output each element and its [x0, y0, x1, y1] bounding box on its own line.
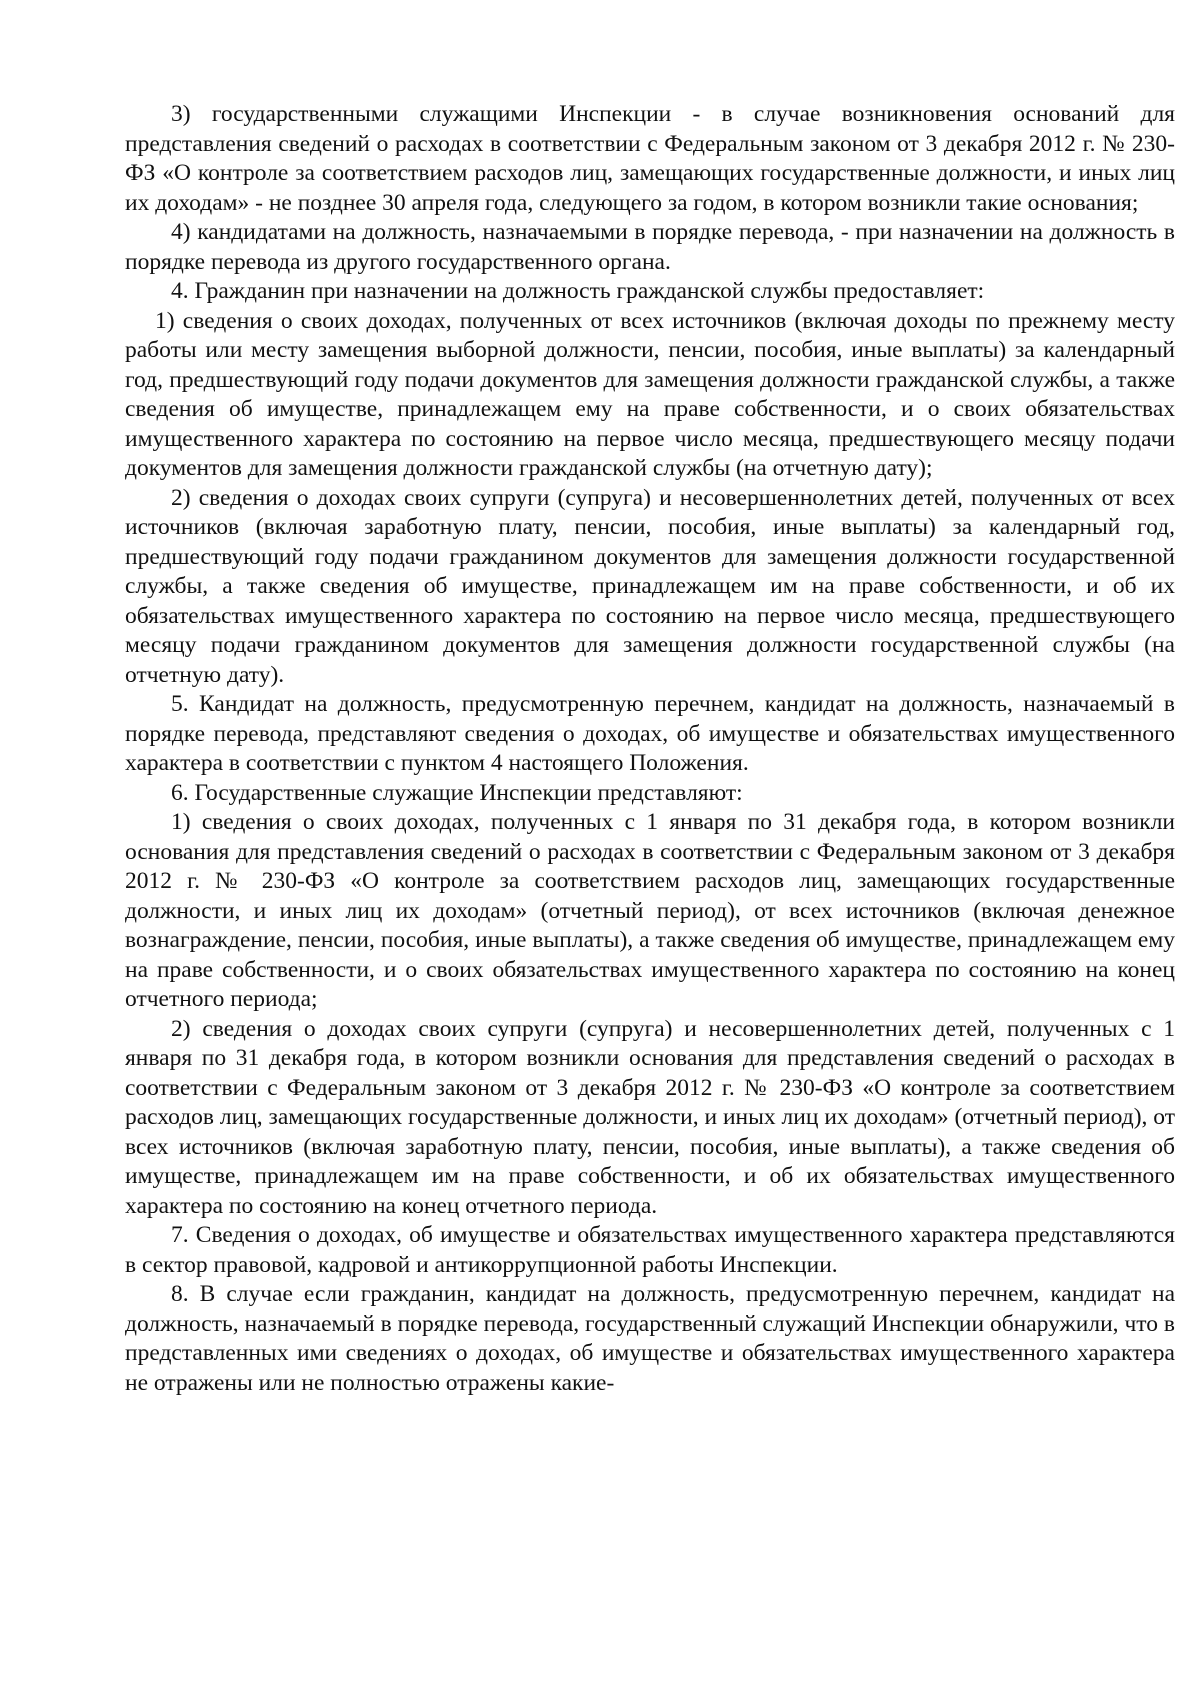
section-7: 7. Сведения о доходах, об имуществе и обязательствах имущественного характера представляются в сектор правовой, кадровой и антикоррупционной работы Инспекции.: [125, 1222, 1175, 1278]
section-8: 8. В случае если гражданин, кандидат на должность, предусмотренную перечнем, кандидат на должность, назначаемый в порядке перевода, государственный служащий Инспекции обнаружили, что в представленных ими сведениях о доходах, об имуществе и обязательствах имущественного характера не отражены или не полностью отражены какие-: [125, 1281, 1175, 1396]
paragraph-4-transfer-candidates: 4) кандидатами на должность, назначаемыми в порядке перевода, - при назначении на должность в порядке перевода из другого государственного органа.: [125, 219, 1175, 275]
section-4-heading: 4. Гражданин при назначении на должность гражданской службы предоставляет:: [171, 278, 985, 304]
paragraph-3-civil-servants: 3) государственными служащими Инспекции - в случае возникновения оснований для представления сведений о расходах в соответствии с Федеральным законом от 3 декабря 2012 г. № 230-ФЗ «О контроле за соответствием расходов лиц, замещающих государственные должности, и иных лиц их доходам» - не позднее 30 апреля года, следующего за годом, в котором возникли такие основания;: [125, 101, 1175, 216]
section-6-item-2: 2) сведения о доходах своих супруги (супруга) и несовершеннолетних детей, полученных с 1 января по 31 декабря года, в котором возникли основания для представления сведений о расходах в соответствии с Федеральным законом от 3 декабря 2012 г. № 230-ФЗ «О контроле за соответствием расходов лиц, замещающих государственные должности, и иных лиц их доходам» (отчетный период), от всех источников (включая заработную плату, пенсии, пособия, иные выплаты), а также сведения об имуществе, принадлежащем им на праве собственности, и об их обязательствах имущественного характера по состоянию на конец отчетного периода.: [125, 1015, 1175, 1219]
section-4-item-2: 2) сведения о доходах своих супруги (супруга) и несовершеннолетних детей, полученных от всех источников (включая заработную плату, пенсии, пособия, иные выплаты) за календарный год, предшествующий году подачи гражданином документов для замещения должности государственной службы, а также сведения об имуществе, принадлежащем им на праве собственности, и об их обязательствах имущественного характера по состоянию на первое число месяца, предшествующего месяцу подачи гражданином документов для замещения должности государственной службы (на отчетную дату).: [125, 484, 1175, 688]
section-6-item-1: 1) сведения о своих доходах, полученных с 1 января по 31 декабря года, в котором возникли основания для представления сведений о расходах в соответствии с Федеральным законом от 3 декабря 2012 г. № 230-ФЗ «О контроле за соответствием расходов лиц, замещающих государственные должности, и иных лиц их доходам» (отчетный период), от всех источников (включая денежное вознаграждение, пенсии, пособия, иные выплаты), а также сведения об имуществе, принадлежащем ему на праве собственности, и о своих обязательствах имущественного характера по состоянию на конец отчетного периода;: [125, 809, 1175, 1012]
section-5: 5. Кандидат на должность, предусмотренную перечнем, кандидат на должность, назначаемый в порядке перевода, представляют сведения о доходах, об имуществе и обязательствах имущественного характера в соответствии с пунктом 4 настоящего Положения.: [125, 691, 1175, 776]
section-6-heading: 6. Государственные служащие Инспекции представляют:: [171, 779, 743, 806]
section-4-item-1: 1) сведения о своих доходах, полученных от всех источников (включая доходы по прежнему месту работы или месту замещения выборной должности, пенсии, пособия, иные выплаты) за календарный год, предшествующий году подачи документов для замещения должности гражданской службы, а также сведения об имуществе, принадлежащем ему на праве собственности, и о своих обязательствах имущественного характера по состоянию на первое число месяца, предшествующего месяцу подачи документов для замещения должности гражданской службы (на отчетную дату);: [125, 307, 1175, 481]
document-body: [125, 100, 1175, 1398]
